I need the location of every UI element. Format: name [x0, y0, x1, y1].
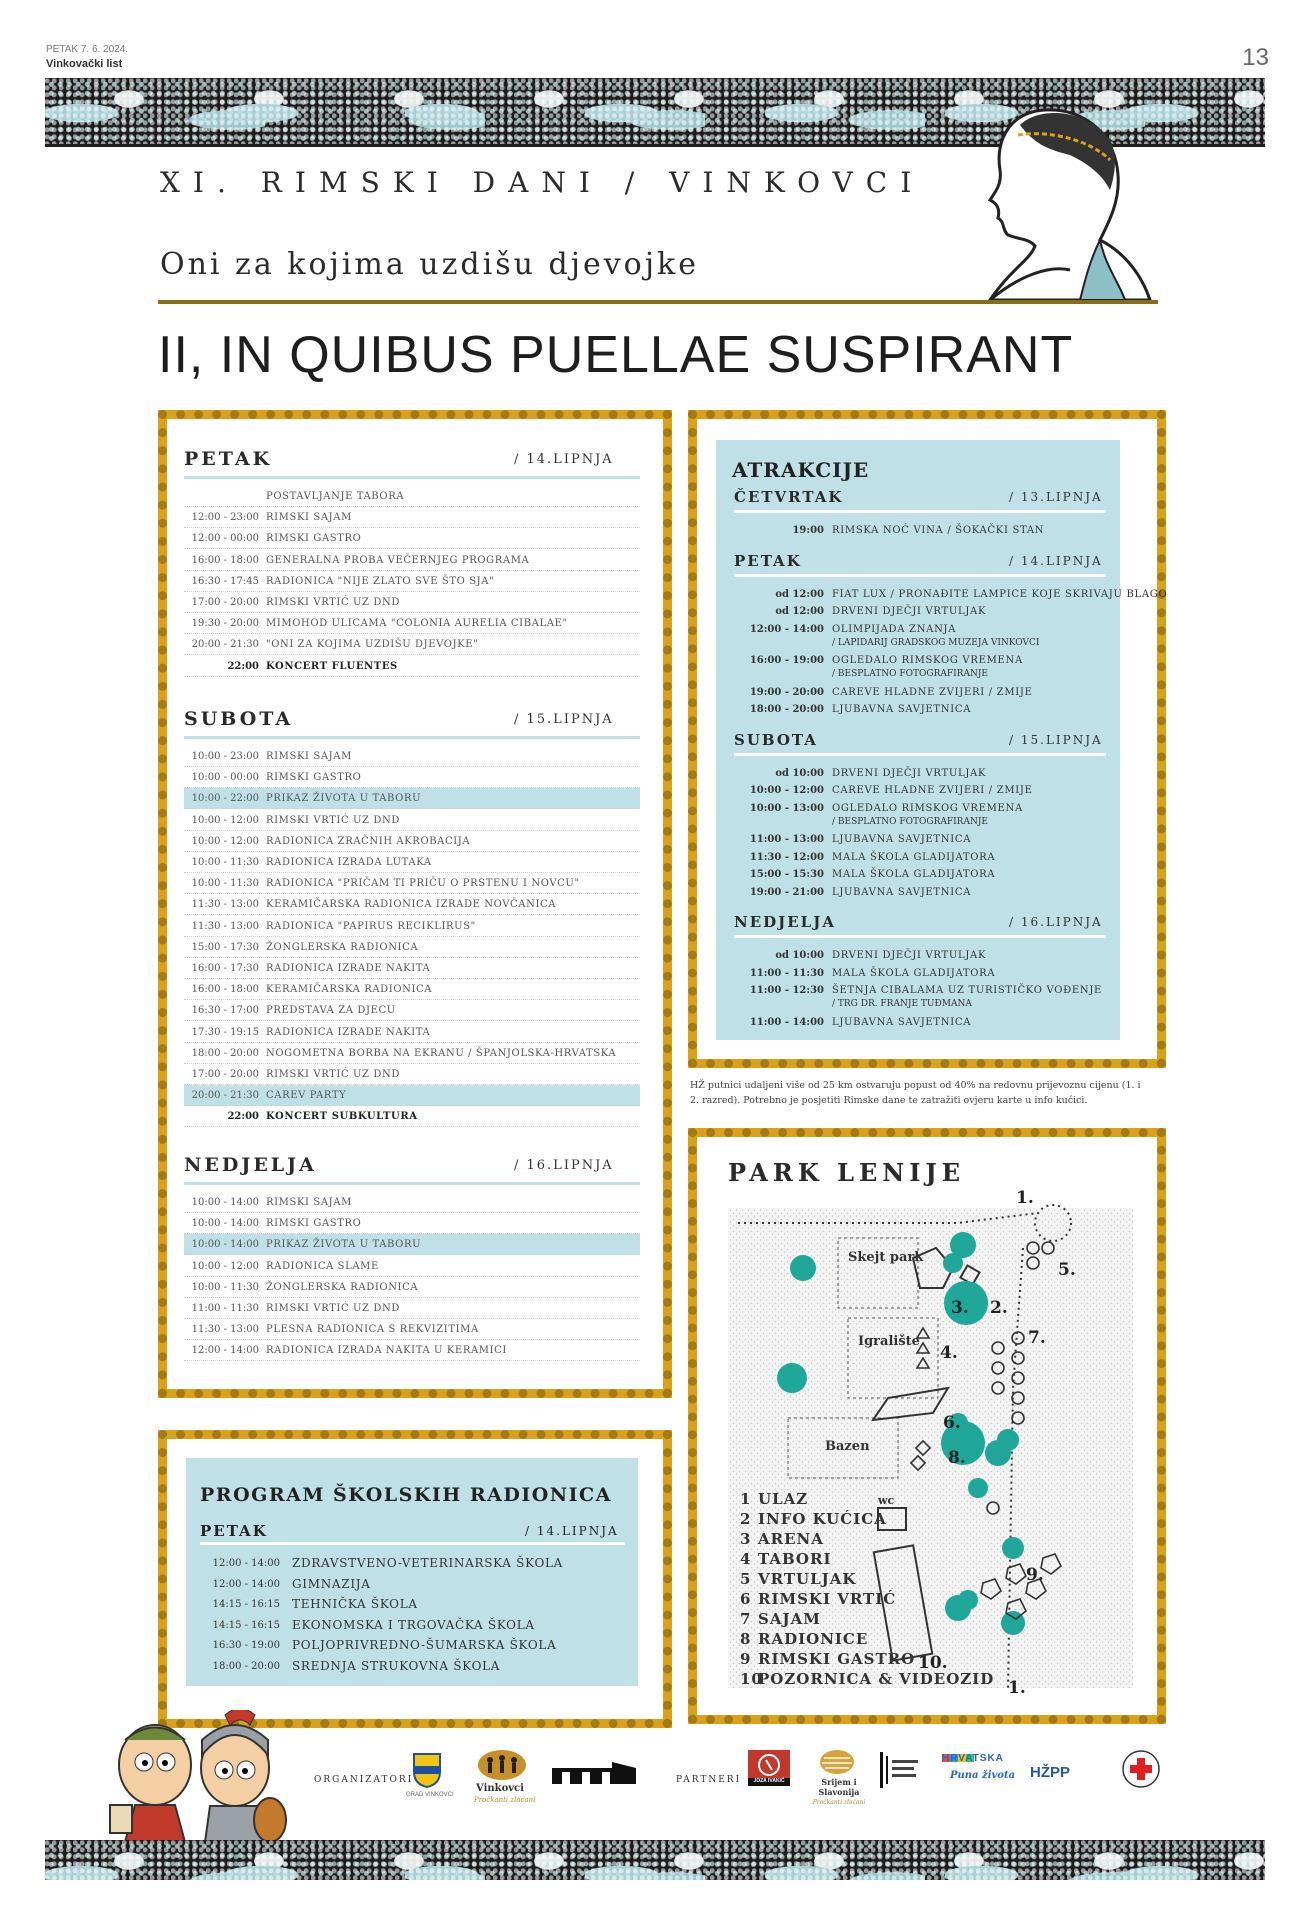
schedule-row [184, 1085, 640, 1106]
row-time: 10:00 - 12:00 [191, 1260, 259, 1272]
attraction-event: MALA ŠKOLA GLADIJATORA [832, 967, 996, 979]
attraction-time: 10:00 - 12:00 [749, 785, 824, 796]
legend-label: ARENA [758, 1530, 824, 1548]
attractions-day-heading: ČETVRTAK [734, 488, 844, 506]
school-title: PROGRAM ŠKOLSKIH RADIONICA [200, 1484, 612, 1506]
school-row [200, 1618, 620, 1634]
row-event: RADIONICA "PAPIRUS RECIKLIRUS" [266, 920, 476, 932]
schedule-row [184, 831, 640, 852]
row-divider [184, 1360, 640, 1361]
festival-subtitle: Oni za kojima uzdišu djevojke [160, 247, 699, 282]
row-event: RIMSKI SAJAM [266, 1197, 352, 1208]
attractions-day-date: / 16.LIPNJA [1009, 915, 1103, 929]
row-event: KERAMIČARSKA RADIONICA [266, 984, 433, 996]
attraction-time: 11:00 - 11:30 [749, 967, 824, 979]
map-label-igraliste: Igralište [858, 1334, 920, 1349]
schedule-row [184, 767, 640, 788]
attraction-row [734, 525, 1106, 541]
schedule-row [184, 746, 640, 767]
schedule-row [184, 1106, 640, 1127]
attraction-time: 16:00 - 19:00 [749, 655, 824, 666]
row-event: KONCERT SUBKULTURA [266, 1111, 418, 1123]
row-event: KONCERT FLUENTES [266, 660, 398, 672]
legend-number: 7 [740, 1610, 752, 1628]
schedule-row [184, 916, 640, 937]
school-date: / 14.LIPNJA [525, 1524, 619, 1538]
attraction-row [734, 606, 1106, 622]
attraction-event: MALA ŠKOLA GLADIJATORA [832, 851, 996, 863]
page-number: 13 [1242, 44, 1269, 71]
vinkovci-logo-sub: Pročkanti zlaćani [474, 1796, 536, 1804]
schedule-row [184, 1298, 640, 1319]
hzpp-logo: HŽPP [1030, 1764, 1071, 1781]
row-time: 10:00 - 11:30 [191, 857, 259, 868]
attractions-title: ATRAKCIJE [732, 458, 870, 482]
row-time: 11:30 - 13:00 [191, 1324, 259, 1336]
attraction-row [734, 687, 1106, 703]
row-time: 10:00 - 23:00 [191, 751, 259, 762]
legend-item [740, 1610, 994, 1630]
row-time: 16:30 - 17:45 [191, 575, 259, 587]
attractions-day-date: / 13.LIPNJA [1009, 490, 1103, 504]
red-cross-logo [1122, 1750, 1160, 1788]
schedule-row [184, 486, 640, 507]
attraction-time: od 10:00 [775, 950, 824, 961]
row-time: 16:00 - 18:00 [191, 984, 259, 996]
schedule-row [184, 1213, 640, 1234]
schedule-row [184, 1000, 640, 1021]
attraction-time: od 12:00 [775, 606, 824, 617]
legend-number: 6 [740, 1590, 752, 1608]
schedule-row [184, 634, 640, 655]
day-date: / 14.LIPNJA [514, 452, 614, 467]
row-time: 10:00 - 12:00 [191, 835, 259, 847]
school-name: TEHNIČKA ŠKOLA [292, 1597, 418, 1611]
row-event: RADIONICA "PRIČAM TI PRIČU O PRSTENU I NOVCU" [266, 878, 580, 890]
srijem-logo-sub: Pročkanti zlaćani [812, 1799, 866, 1806]
schedule-row [184, 894, 640, 915]
attractions-day-date: / 14.LIPNJA [1009, 553, 1103, 568]
row-event: RIMSKI SAJAM [266, 512, 352, 524]
attraction-time: 19:00 - 20:00 [749, 686, 824, 698]
schedule-row [184, 1192, 640, 1213]
legend-number: 4 [740, 1550, 752, 1568]
legend-number: 3 [740, 1530, 752, 1548]
row-event: PRIKAZ ŽIVOTA U TABORU [266, 1239, 422, 1251]
day-heading: SUBOTA [184, 708, 294, 730]
legend-number: 8 [740, 1630, 752, 1648]
legend-item [740, 1630, 994, 1650]
attraction-row [734, 785, 1106, 801]
schedule-row [184, 592, 640, 613]
museum-logo [552, 1762, 636, 1784]
row-time: 16:00 - 17:30 [191, 963, 259, 974]
attraction-row [734, 1017, 1106, 1033]
day-date: / 15.LIPNJA [514, 712, 614, 727]
schedule-row [184, 1022, 640, 1043]
publication-name: Vinkovački list [46, 58, 123, 70]
row-time: 10:00 - 14:00 [191, 1239, 259, 1251]
attraction-row [734, 768, 1106, 784]
legend-item [740, 1570, 994, 1590]
schedule-row [184, 1340, 640, 1361]
row-event: RADIONICA IZRADA NAKITA U KERAMICI [266, 1345, 507, 1357]
legend-number: 1 [740, 1490, 752, 1508]
row-time: 19:30 - 20:00 [191, 618, 259, 630]
row-event: "ONI ZA KOJIMA UZDIŠU DJEVOJKE" [266, 639, 479, 651]
row-event: PREDSTAVA ZA DJECU [266, 1005, 396, 1017]
attractions-day-heading: NEDJELJA [734, 913, 836, 931]
attraction-row [734, 852, 1106, 868]
row-event: RIMSKI VRTIĆ UZ DND [266, 1303, 400, 1314]
schedule-row [184, 571, 640, 592]
attraction-row [734, 950, 1106, 966]
row-time: 18:00 - 20:00 [191, 1047, 259, 1059]
row-event: PRIKAZ ŽIVOTA U TABORU [266, 793, 422, 805]
park-legend [740, 1490, 994, 1690]
row-event: RIMSKI GASTRO [266, 1218, 362, 1230]
legend-number: 9 [740, 1650, 752, 1668]
legend-label: RADIONICE [758, 1630, 869, 1648]
row-event: ŽONGLERSKA RADIONICA [266, 1281, 419, 1293]
day-heading: PETAK [184, 448, 273, 470]
row-time: 17:00 - 20:00 [191, 597, 259, 608]
legend-item [740, 1550, 994, 1570]
attraction-row [734, 802, 1106, 827]
schedule-row [184, 656, 640, 677]
school-time: 14:15 - 16:15 [212, 1599, 280, 1610]
attraction-event: DRVENI DJEČJI VRTULJAK [832, 767, 987, 779]
attraction-row [734, 623, 1106, 648]
roman-bust-illustration [950, 100, 1170, 300]
map-num-8: 8. [948, 1448, 966, 1468]
school-name: GIMNAZIJA [292, 1576, 371, 1591]
school-name: ZDRAVSTVENO-VETERINARSKA ŠKOLA [292, 1556, 564, 1570]
row-time: 22:00 [227, 660, 259, 672]
schedule-row [184, 788, 640, 809]
schedule-row [184, 1234, 640, 1255]
row-divider [184, 1126, 640, 1127]
attractions-day-rule [734, 510, 1106, 513]
row-time: 20:00 - 21:30 [191, 639, 259, 651]
school-time: 18:00 - 20:00 [212, 1660, 280, 1672]
day-date: / 16.LIPNJA [514, 1158, 614, 1173]
schedule-row [184, 852, 640, 873]
attraction-note: / BESPLATNO FOTOGRAFIRANJE [832, 816, 988, 827]
row-time: 11:30 - 13:00 [191, 920, 259, 932]
vinkovci-logo-text: Vinkovci [476, 1783, 524, 1794]
row-time: 12:00 - 14:00 [191, 1345, 259, 1357]
row-event: RIMSKI VRTIĆ UZ DND [266, 1069, 400, 1080]
row-time: 10:00 - 22:00 [191, 793, 259, 805]
attraction-time: od 12:00 [775, 588, 824, 600]
row-event: PLESNA RADIONICA S REKVIZITIMA [266, 1324, 479, 1336]
row-event: KERAMIČARSKA RADIONICA IZRADE NOVČANICA [266, 899, 557, 911]
map-num-3: 3. [951, 1298, 969, 1318]
row-event: RADIONICA "NIJE ZLATO SVE ŠTO SJA" [266, 575, 495, 587]
map-label-skejt: Skejt park [848, 1250, 924, 1265]
map-num-2: 2. [990, 1298, 1008, 1318]
row-event: RIMSKI GASTRO [266, 772, 362, 784]
row-time: 16:30 - 17:00 [191, 1005, 259, 1017]
attraction-event: LJUBAVNA SAVJETNICA [832, 834, 972, 845]
row-time: 22:00 [227, 1111, 259, 1123]
school-day: PETAK [200, 1522, 268, 1540]
attraction-time: 11:00 - 14:00 [749, 1016, 824, 1028]
legend-number: 10 [740, 1670, 763, 1688]
schedule-row [184, 1277, 640, 1298]
school-time: 14:15 - 16:15 [212, 1619, 280, 1631]
attractions-day-heading: SUBOTA [734, 730, 818, 749]
row-time: 15:00 - 17:30 [191, 941, 259, 953]
attraction-event: CAREVE HLADNE ZVIJERI / ZMIJE [832, 785, 1033, 796]
attraction-time: od 10:00 [775, 767, 824, 779]
attraction-event: RIMSKA NOĆ VINA / ŠOKAČKI STAN [832, 525, 1045, 536]
attraction-row [734, 985, 1106, 1009]
row-event: CAREV PARTY [266, 1090, 347, 1102]
row-event: ŽONGLERSKA RADIONICA [266, 941, 419, 953]
map-num-7: 7. [1028, 1328, 1046, 1348]
attraction-row [734, 869, 1106, 885]
school-time: 12:00 - 14:00 [212, 1558, 280, 1569]
srijem-logo-text: Srijem i Slavonija [818, 1777, 860, 1797]
schedule-row [184, 550, 640, 571]
park-title: PARK LENIJE [728, 1158, 966, 1187]
schedule-row [184, 507, 640, 528]
map-label-wc: wc [878, 1494, 895, 1507]
school-row [200, 1659, 620, 1675]
legend-label: POZORNICA & VIDEOZID [758, 1670, 995, 1688]
row-event: RADIONICA IZRADE NAKITA [266, 963, 431, 974]
attraction-time: 12:00 - 14:00 [749, 623, 824, 635]
row-event: RADIONICA SLAME [266, 1260, 379, 1272]
joza-logo-text: JOZA IVAKIĆ [753, 1778, 785, 1784]
row-time: 10:00 - 11:30 [191, 1281, 259, 1293]
attraction-event: OGLEDALO RIMSKOG VREMENA [832, 655, 1023, 666]
legend-item [740, 1670, 994, 1690]
row-event: RADIONICA IZRADA LUTAKA [266, 857, 432, 868]
map-num-6: 6. [943, 1413, 961, 1433]
schedule-row [184, 613, 640, 634]
row-event: RIMSKI SAJAM [266, 751, 352, 762]
attraction-row [734, 655, 1106, 679]
attraction-row [734, 588, 1168, 605]
row-time: 10:00 - 14:00 [191, 1218, 259, 1230]
schedule-row [184, 1319, 640, 1340]
row-time: 10:00 - 12:00 [191, 814, 259, 826]
row-event: NOGOMETNA BORBA NA EKRANU / ŠPANJOLSKA-HRVATSKA [266, 1047, 617, 1059]
mosaic-bottom-band [45, 1840, 1265, 1880]
organizers-label: ORGANIZATORI [314, 1775, 414, 1785]
attraction-event: LJUBAVNA SAVJETNICA [832, 1016, 972, 1028]
croatia-logo-sub: Puna života [950, 1770, 1016, 1781]
schedule-row [184, 873, 640, 894]
map-num-9: 9. [1026, 1565, 1044, 1585]
row-time: 12:00 - 00:00 [191, 533, 259, 545]
row-event: RADIONICA IZRADE NAKITA [266, 1026, 431, 1038]
row-event: RIMSKI VRTIĆ UZ DND [266, 814, 400, 826]
attraction-time: 11:30 - 12:00 [749, 851, 824, 863]
schedule-row [184, 937, 640, 958]
row-time: 12:00 - 23:00 [191, 512, 259, 524]
theatre-logo [880, 1752, 920, 1788]
row-event: RIMSKI GASTRO [266, 533, 362, 545]
legend-label: TABORI [758, 1550, 832, 1568]
attraction-note: / BESPLATNO FOTOGRAFIRANJE [832, 669, 988, 679]
attractions-day-rule [734, 753, 1106, 756]
vinkovci-tourism-logo [476, 1748, 528, 1782]
subtitle-rule [158, 300, 1158, 304]
school-name: SREDNJA STRUKOVNA ŠKOLA [292, 1658, 501, 1673]
schedule-row [184, 810, 640, 831]
issue-date: PETAK 7. 6. 2024. [46, 44, 129, 55]
attraction-row [734, 834, 1106, 850]
attraction-event: DRVENI DJEČJI VRTULJAK [832, 950, 987, 961]
attraction-event: FIAT LUX / PRONAĐITE LAMPICE KOJE SKRIVAJU BLAGO [832, 588, 1168, 600]
attraction-time: 19:00 [792, 525, 824, 536]
map-num-1b: 1. [1008, 1678, 1026, 1698]
school-row [200, 1638, 620, 1654]
row-time: 17:30 - 19:15 [191, 1026, 259, 1038]
school-rule [200, 1542, 625, 1545]
attraction-time: 19:00 - 21:00 [749, 886, 824, 898]
schedule-row [184, 979, 640, 1000]
row-time: 16:00 - 18:00 [191, 554, 259, 566]
schedule-row [184, 1064, 640, 1085]
day-rule [184, 1182, 640, 1185]
legend-item [740, 1490, 994, 1510]
legend-label: RIMSKI GASTRO [758, 1650, 916, 1668]
row-divider [184, 676, 640, 677]
school-name: EKONOMSKA I TRGOVAČKA ŠKOLA [292, 1617, 535, 1632]
legend-item [740, 1650, 994, 1670]
school-row [200, 1597, 620, 1613]
attraction-row [734, 968, 1106, 984]
row-event: MIMOHOD ULICAMA "COLONIA AURELIA CIBALAE" [266, 618, 568, 630]
school-time: 12:00 - 14:00 [212, 1578, 280, 1590]
attraction-row [734, 887, 1106, 903]
attraction-event: MALA ŠKOLA GLADIJATORA [832, 869, 996, 880]
attraction-event: DRVENI DJEČJI VRTULJAK [832, 606, 987, 617]
legend-label: ULAZ [758, 1490, 809, 1508]
festival-title: XI. RIMSKI DANI / VINKOVCI [160, 166, 925, 199]
srijem-slavonija-logo [818, 1748, 856, 1776]
legend-label: VRTULJAK [758, 1570, 857, 1588]
legend-item [740, 1590, 994, 1610]
schedule-row [184, 958, 640, 979]
map-num-10: 10. [918, 1653, 948, 1673]
rail-discount-note: HŽ putnici udaljeni više od 25 km ostvaruju popust od 40% na redovnu prijevoznu cijenu (1. i 2. razred). Potrebno je posjetiti Rimske dane te zatražiti ovjeru karte u info kućici. [690, 1080, 1141, 1106]
school-name: POLJOPRIVREDNO-ŠUMARSKA ŠKOLA [292, 1638, 557, 1652]
legend-number: 2 [740, 1510, 752, 1528]
schedule-row [184, 1256, 640, 1277]
legend-label: SAJAM [758, 1610, 821, 1628]
attractions-day-heading: PETAK [734, 551, 802, 570]
attraction-row [734, 704, 1106, 720]
city-logo-text: GRAD VINKOVCI [406, 1792, 454, 1798]
legend-item [740, 1530, 994, 1550]
attraction-time: 11:00 - 12:30 [749, 985, 824, 996]
schedule-row [184, 1043, 640, 1064]
attraction-time: 15:00 - 15:30 [749, 869, 824, 880]
attraction-event: OLIMPIJADA ZNANJA [832, 623, 957, 635]
attraction-event: LJUBAVNA SAVJETNICA [832, 704, 972, 715]
row-event: GENERALNA PROBA VEČERNJEG PROGRAMA [266, 554, 530, 566]
row-time: 17:00 - 20:00 [191, 1069, 259, 1080]
attraction-note: / TRG DR. FRANJE TUĐMANA [832, 999, 972, 1009]
row-time: 10:00 - 14:00 [191, 1197, 259, 1208]
school-row [200, 1556, 620, 1572]
attraction-event: OGLEDALO RIMSKOG VREMENA [832, 802, 1023, 814]
city-coat-of-arms-logo [412, 1752, 442, 1788]
map-label-bazen: Bazen [825, 1439, 870, 1454]
row-time: 10:00 - 11:30 [191, 878, 259, 890]
row-event: RIMSKI VRTIĆ UZ DND [266, 597, 400, 608]
map-num-5: 5. [1058, 1260, 1076, 1280]
attractions-day-rule [734, 935, 1106, 938]
day-rule [184, 736, 640, 739]
day-rule [184, 476, 640, 479]
legend-item [740, 1510, 994, 1530]
attraction-note: / LAPIDARIJ GRADSKOG MUZEJA VINKOVCI [832, 637, 1040, 648]
day-heading: NEDJELJA [184, 1154, 317, 1176]
croatia-logo-text: HRVATSKA [942, 1753, 1004, 1764]
attraction-event: ŠETNJA CIBALAMA UZ TURISTIČKO VOĐENJE [832, 985, 1103, 996]
legend-label: RIMSKI VRTIĆ [758, 1590, 897, 1608]
row-time: 10:00 - 00:00 [191, 772, 259, 784]
row-time: 11:00 - 11:30 [191, 1303, 259, 1314]
legend-label: INFO KUĆICA [758, 1510, 887, 1528]
school-row [200, 1577, 620, 1593]
mascots-illustration [100, 1710, 300, 1842]
attraction-time: 10:00 - 13:00 [749, 802, 824, 814]
row-event: POSTAVLJANJE TABORA [266, 491, 405, 502]
map-num-1a: 1. [1016, 1188, 1034, 1208]
attraction-time: 18:00 - 20:00 [749, 704, 824, 715]
map-num-4: 4. [940, 1343, 958, 1363]
attraction-event: CAREVE HLADNE ZVIJERI / ZMIJE [832, 686, 1033, 698]
legend-number: 5 [740, 1570, 752, 1588]
attraction-event: LJUBAVNA SAVJETNICA [832, 886, 972, 898]
attraction-time: 11:00 - 13:00 [749, 834, 824, 845]
latin-title: II, IN QUIBUS PUELLAE SUSPIRANT [158, 326, 1074, 384]
row-time: 11:30 - 13:00 [191, 899, 259, 911]
attractions-day-date: / 15.LIPNJA [1009, 732, 1103, 747]
row-time: 20:00 - 21:30 [191, 1090, 259, 1102]
row-event: RADIONICA ZRAČNIH AKROBACIJA [266, 835, 471, 847]
school-time: 16:30 - 19:00 [212, 1640, 280, 1651]
attractions-day-rule [734, 574, 1106, 577]
partners-label: PARTNERI [676, 1775, 742, 1785]
schedule-row [184, 528, 640, 549]
